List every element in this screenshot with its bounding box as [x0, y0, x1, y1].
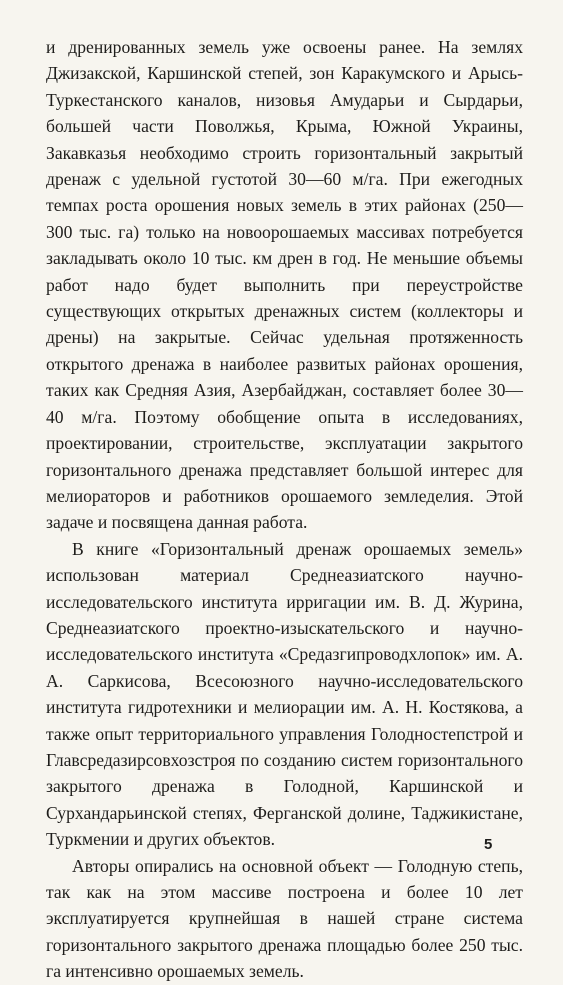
page-number: 5	[484, 836, 493, 853]
paragraph-1: и дренированных земель уже освоены ранее. На землях Джизакской, Каршинской степей, зон Каракумского и Арысь-Туркестанского каналов, низовья Амударьи и Сырдарьи, большей части Поволжья, Крыма, Южной Украины, Закавказья необходимо строить горизонтальный закрытый дренаж с удельной густотой 30—60 м/га. При ежегодных темпах роста орошения новых земель в этих районах (250—300 тыс. га) только на новоорошаемых массивах потребуется закладывать около 10 тыс. км дрен в год. Не меньшие объемы работ надо будет выполнить при переустройстве существующих открытых дренажных систем (коллекторы и дрены) на закрытые. Сейчас удельная протяженность открытого дренажа в наиболее развитых районах орошения, таких как Средняя Азия, Азербайджан, составляет более 30—40 м/га. Поэтому обобщение опыта в исследованиях, проектировании, строительстве, эксплуатации закрытого горизонтального дренажа представляет большой интерес для мелиораторов и работников орошаемого земледелия. Этой задаче и посвящена данная работа.	[46, 37, 523, 533]
paragraph-3: Авторы опирались на основной объект — Голодную степь, так как на этом массиве построена и более 10 лет эксплуатируется крупнейшая в нашей стране система горизонтального закрытого дренажа площадью более 250 тыс. га интенсивно орошаемых земель.	[46, 855, 523, 982]
page-body	[46, 34, 523, 985]
paragraph-2: В книге «Горизонтальный дренаж орошаемых земель» использован материал Среднеазиатского научно-исследовательского института ирригации им. В. Д. Журина, Среднеазиатского проектно-изыскательского и научно-исследовательского института «Средазгипроводхлопок» им. А. А. Саркисова, Всесоюзного научно-исследовательского института гидротехники и мелиорации им. А. Н. Костякова, а также опыт территориального управления Голодностепстрой и Главсредазирсовхозстроя по созданию систем горизонтального закрытого дренажа в Голодной, Каршинской и Сурхандарьинской степях, Ферганской долине, Таджикистане, Туркмении и других объектов.	[46, 538, 523, 850]
